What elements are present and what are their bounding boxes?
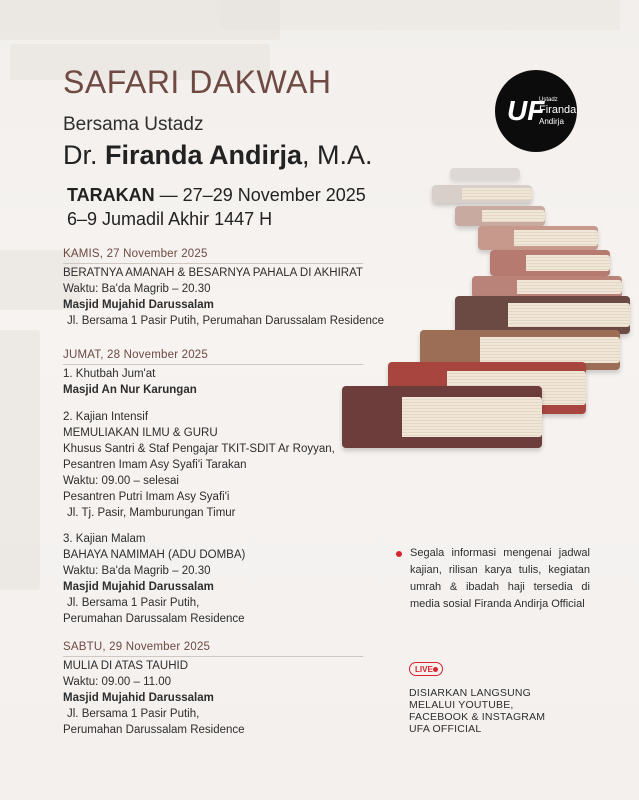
live-badge: LIVE: [409, 662, 443, 676]
with-label: Bersama Ustadz: [63, 114, 204, 135]
address: Perumahan Darussalam Residence: [63, 613, 245, 625]
speaker-name: Dr. Firanda Andirja, M.A.: [63, 140, 373, 170]
topic: MEMULIAKAN ILMU & GURU: [63, 427, 218, 439]
time: Waktu: Ba'da Magrib – 20.30: [63, 283, 211, 295]
live-dot-icon: [433, 667, 438, 672]
address: Jl. Bersama 1 Pasir Putih,: [67, 597, 200, 609]
audience: Khusus Santri & Staf Pengajar TKIT-SDIT Ar Royyan,: [63, 443, 335, 455]
day-heading-sabtu: SABTU, 29 November 2025: [63, 641, 211, 653]
venue: Pesantren Putri Imam Asy Syafi'i: [63, 491, 230, 503]
venue: Masjid Mujahid Darussalam: [63, 692, 214, 704]
time: Waktu: Ba'da Magrib – 20.30: [63, 565, 211, 577]
book: [490, 250, 610, 276]
venue: Masjid Mujahid Darussalam: [63, 581, 214, 593]
topic: BAHAYA NAMIMAH (ADU DOMBA): [63, 549, 246, 561]
book: [432, 185, 532, 203]
uf-logo: [495, 70, 577, 152]
day-heading-kamis: KAMIS, 27 November 2025: [63, 248, 208, 260]
hijri-date: 6–9 Jumadil Akhir 1447 H: [67, 209, 273, 229]
background-stack: [220, 0, 620, 30]
book: [342, 386, 542, 448]
logo-name-2: Andirja: [539, 117, 564, 126]
address: Perumahan Darussalam Residence: [63, 724, 245, 736]
item-title: 1. Khutbah Jum'at: [63, 368, 156, 380]
address: Jl. Bersama 1 Pasir Putih, Perumahan Darussalam Residence: [67, 315, 385, 327]
address: Jl. Bersama 1 Pasir Putih,: [67, 708, 200, 720]
book: [455, 296, 630, 334]
book: [472, 276, 622, 298]
topic: MULIA DI ATAS TAUHID: [63, 660, 189, 672]
time: Waktu: 09.00 – 11.00: [63, 676, 172, 688]
time: Waktu: 09.00 – selesai: [63, 475, 179, 487]
logo-mark: UF: [507, 95, 545, 126]
info-text: Segala informasi mengenai jadwal kajian, rilisan karya tulis, kegiatan umrah & ibadah haji tersedia di media sosial Firanda Andirja Official: [410, 547, 590, 610]
item-title: 3. Kajian Malam: [63, 533, 146, 545]
event-title: SAFARI DAKWAH: [63, 64, 332, 100]
day-heading-jumat: JUMAT, 28 November 2025: [63, 349, 209, 361]
topic: BERATNYA AMANAH & BESARNYA PAHALA DI AKHIRAT: [63, 267, 363, 279]
venue: Masjid An Nur Karungan: [63, 384, 197, 396]
divider: [63, 263, 363, 264]
divider: [63, 364, 363, 365]
audience: Pesantren Imam Asy Syafi'i Tarakan: [63, 459, 247, 471]
city-date: TARAKAN — 27–29 November 2025: [67, 185, 366, 205]
book: [478, 226, 598, 250]
bullet-dot-icon: [396, 551, 402, 557]
book: [455, 206, 545, 226]
logo-name-1: Firanda: [539, 104, 577, 116]
item-title: 2. Kajian Intensif: [63, 411, 149, 423]
venue: Masjid Mujahid Darussalam: [63, 299, 214, 311]
logo-small: Ustadz: [539, 97, 558, 103]
broadcast-info: DISIARKAN LANGSUNG MELALUI YOUTUBE, FACEBOOK & INSTAGRAM UFA OFFICIAL: [409, 687, 546, 735]
address: Jl. Tj. Pasir, Mamburungan Timur: [67, 507, 236, 519]
divider: [63, 656, 363, 657]
book: [450, 168, 520, 180]
background-stack: [0, 330, 40, 590]
